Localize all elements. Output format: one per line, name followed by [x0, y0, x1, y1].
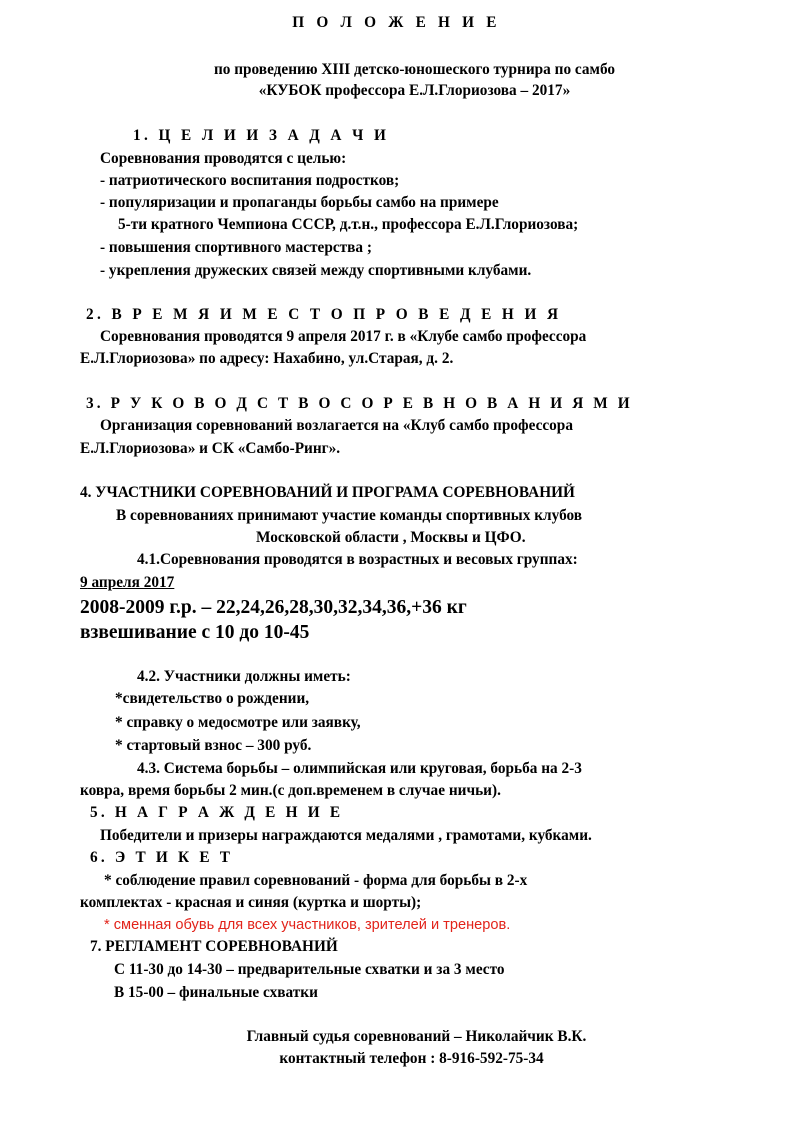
section-5-heading: 5. Н А Г Р А Ж Д Е Н И Е: [90, 804, 344, 821]
section-1-line: - укрепления дружеских связей между спортивными клубами.: [100, 262, 532, 279]
section-4-intro: Московской области , Москвы и ЦФО.: [256, 529, 526, 546]
section-1-line: - повышения спортивного мастерства ;: [100, 239, 372, 256]
section-3-heading: 3. Р У К О В О Д С Т В О С О Р Е В Н О В А Н И Я М И: [86, 395, 633, 412]
schedule-line: С 11-30 до 14-30 – предварительные схватки и за 3 место: [114, 961, 505, 978]
section-1-line: - патриотического воспитания подростков;: [100, 172, 400, 189]
section-7-heading: 7. РЕГЛАМЕНТ СОРЕВНОВАНИЙ: [90, 938, 338, 955]
section-4-heading: 4. УЧАСТНИКИ СОРЕВНОВАНИЙ И ПРОГРАМА СОРЕВНОВАНИЙ: [80, 484, 575, 501]
contact-phone: контактный телефон : 8-916-592-75-34: [279, 1050, 544, 1067]
date-month-year: апреля 2017: [91, 574, 175, 591]
weigh-in-time: взвешивание с 10 до 10-45: [80, 622, 310, 643]
awards-text: Победители и призеры награждаются медалями , грамотами, кубками.: [100, 827, 592, 844]
requirement-item: * стартовый взнос – 300 руб.: [115, 737, 312, 754]
section-6-heading: 6. Э Т И К Е Т: [90, 849, 234, 866]
chief-judge: Главный судья соревнований – Николайчик В.К.: [246, 1028, 587, 1045]
requirement-item: *свидетельство о рождении,: [115, 690, 310, 707]
section-3-line: Е.Л.Глориозова» и СК «Самбо-Ринг».: [80, 440, 341, 457]
document-title: П О Л О Ж Е Н И Е: [292, 14, 501, 31]
subsection-4-3-cont: ковра, время борьбы 2 мин.(с доп.временем в случае ничьи).: [80, 782, 501, 799]
schedule-line: В 15-00 – финальные схватки: [114, 984, 318, 1001]
tournament-name: «КУБОК профессора Е.Л.Глориозова – 2017»: [258, 82, 571, 99]
age-weight-groups: 2008-2009 г.р. – 22,24,26,28,30,32,34,36,+36 кг: [80, 597, 467, 618]
section-2-heading: 2. В Р Е М Я И М Е С Т О П Р О В Е Д Е Н И Я: [86, 306, 562, 323]
competition-date: [80, 574, 174, 592]
document-subtitle: по проведению XIII детско-юношеского турнира по самбо: [213, 61, 616, 78]
etiquette-line: комплектах - красная и синяя (куртка и шорты);: [80, 894, 422, 911]
section-2-line: Е.Л.Глориозова» по адресу: Нахабино, ул.Старая, д. 2.: [80, 350, 454, 367]
etiquette-line: * соблюдение правил соревнований - форма для борьбы в 2-х: [104, 872, 528, 889]
section-1-line: - популяризации и пропаганды борьбы самбо на примере: [100, 194, 499, 211]
footwear-note: * сменная обувь для всех участников, зрителей и тренеров.: [104, 917, 511, 933]
section-1-line: Соревнования проводятся с целью:: [100, 150, 347, 167]
section-4-intro: В соревнованиях принимают участие команды спортивных клубов: [116, 507, 583, 524]
section-3-line: Организация соревнований возлагается на «Клуб самбо профессора: [100, 417, 573, 434]
requirement-item: * справку о медосмотре или заявку,: [115, 714, 361, 731]
subsection-4-2: 4.2. Участники должны иметь:: [137, 668, 351, 685]
date-day: 9: [80, 574, 88, 591]
subsection-4-3: 4.3. Система борьбы – олимпийская или круговая, борьба на 2-3: [137, 760, 582, 777]
section-1-line: 5-ти кратного Чемпиона СССР, д.т.н., профессора Е.Л.Глориозова;: [118, 216, 579, 233]
subsection-4-1: 4.1.Соревнования проводятся в возрастных и весовых группах:: [137, 551, 578, 568]
section-2-line: Соревнования проводятся 9 апреля 2017 г. в «Клубе самбо профессора: [100, 328, 587, 345]
section-1-heading: 1. Ц Е Л И И З А Д А Ч И: [133, 127, 390, 144]
